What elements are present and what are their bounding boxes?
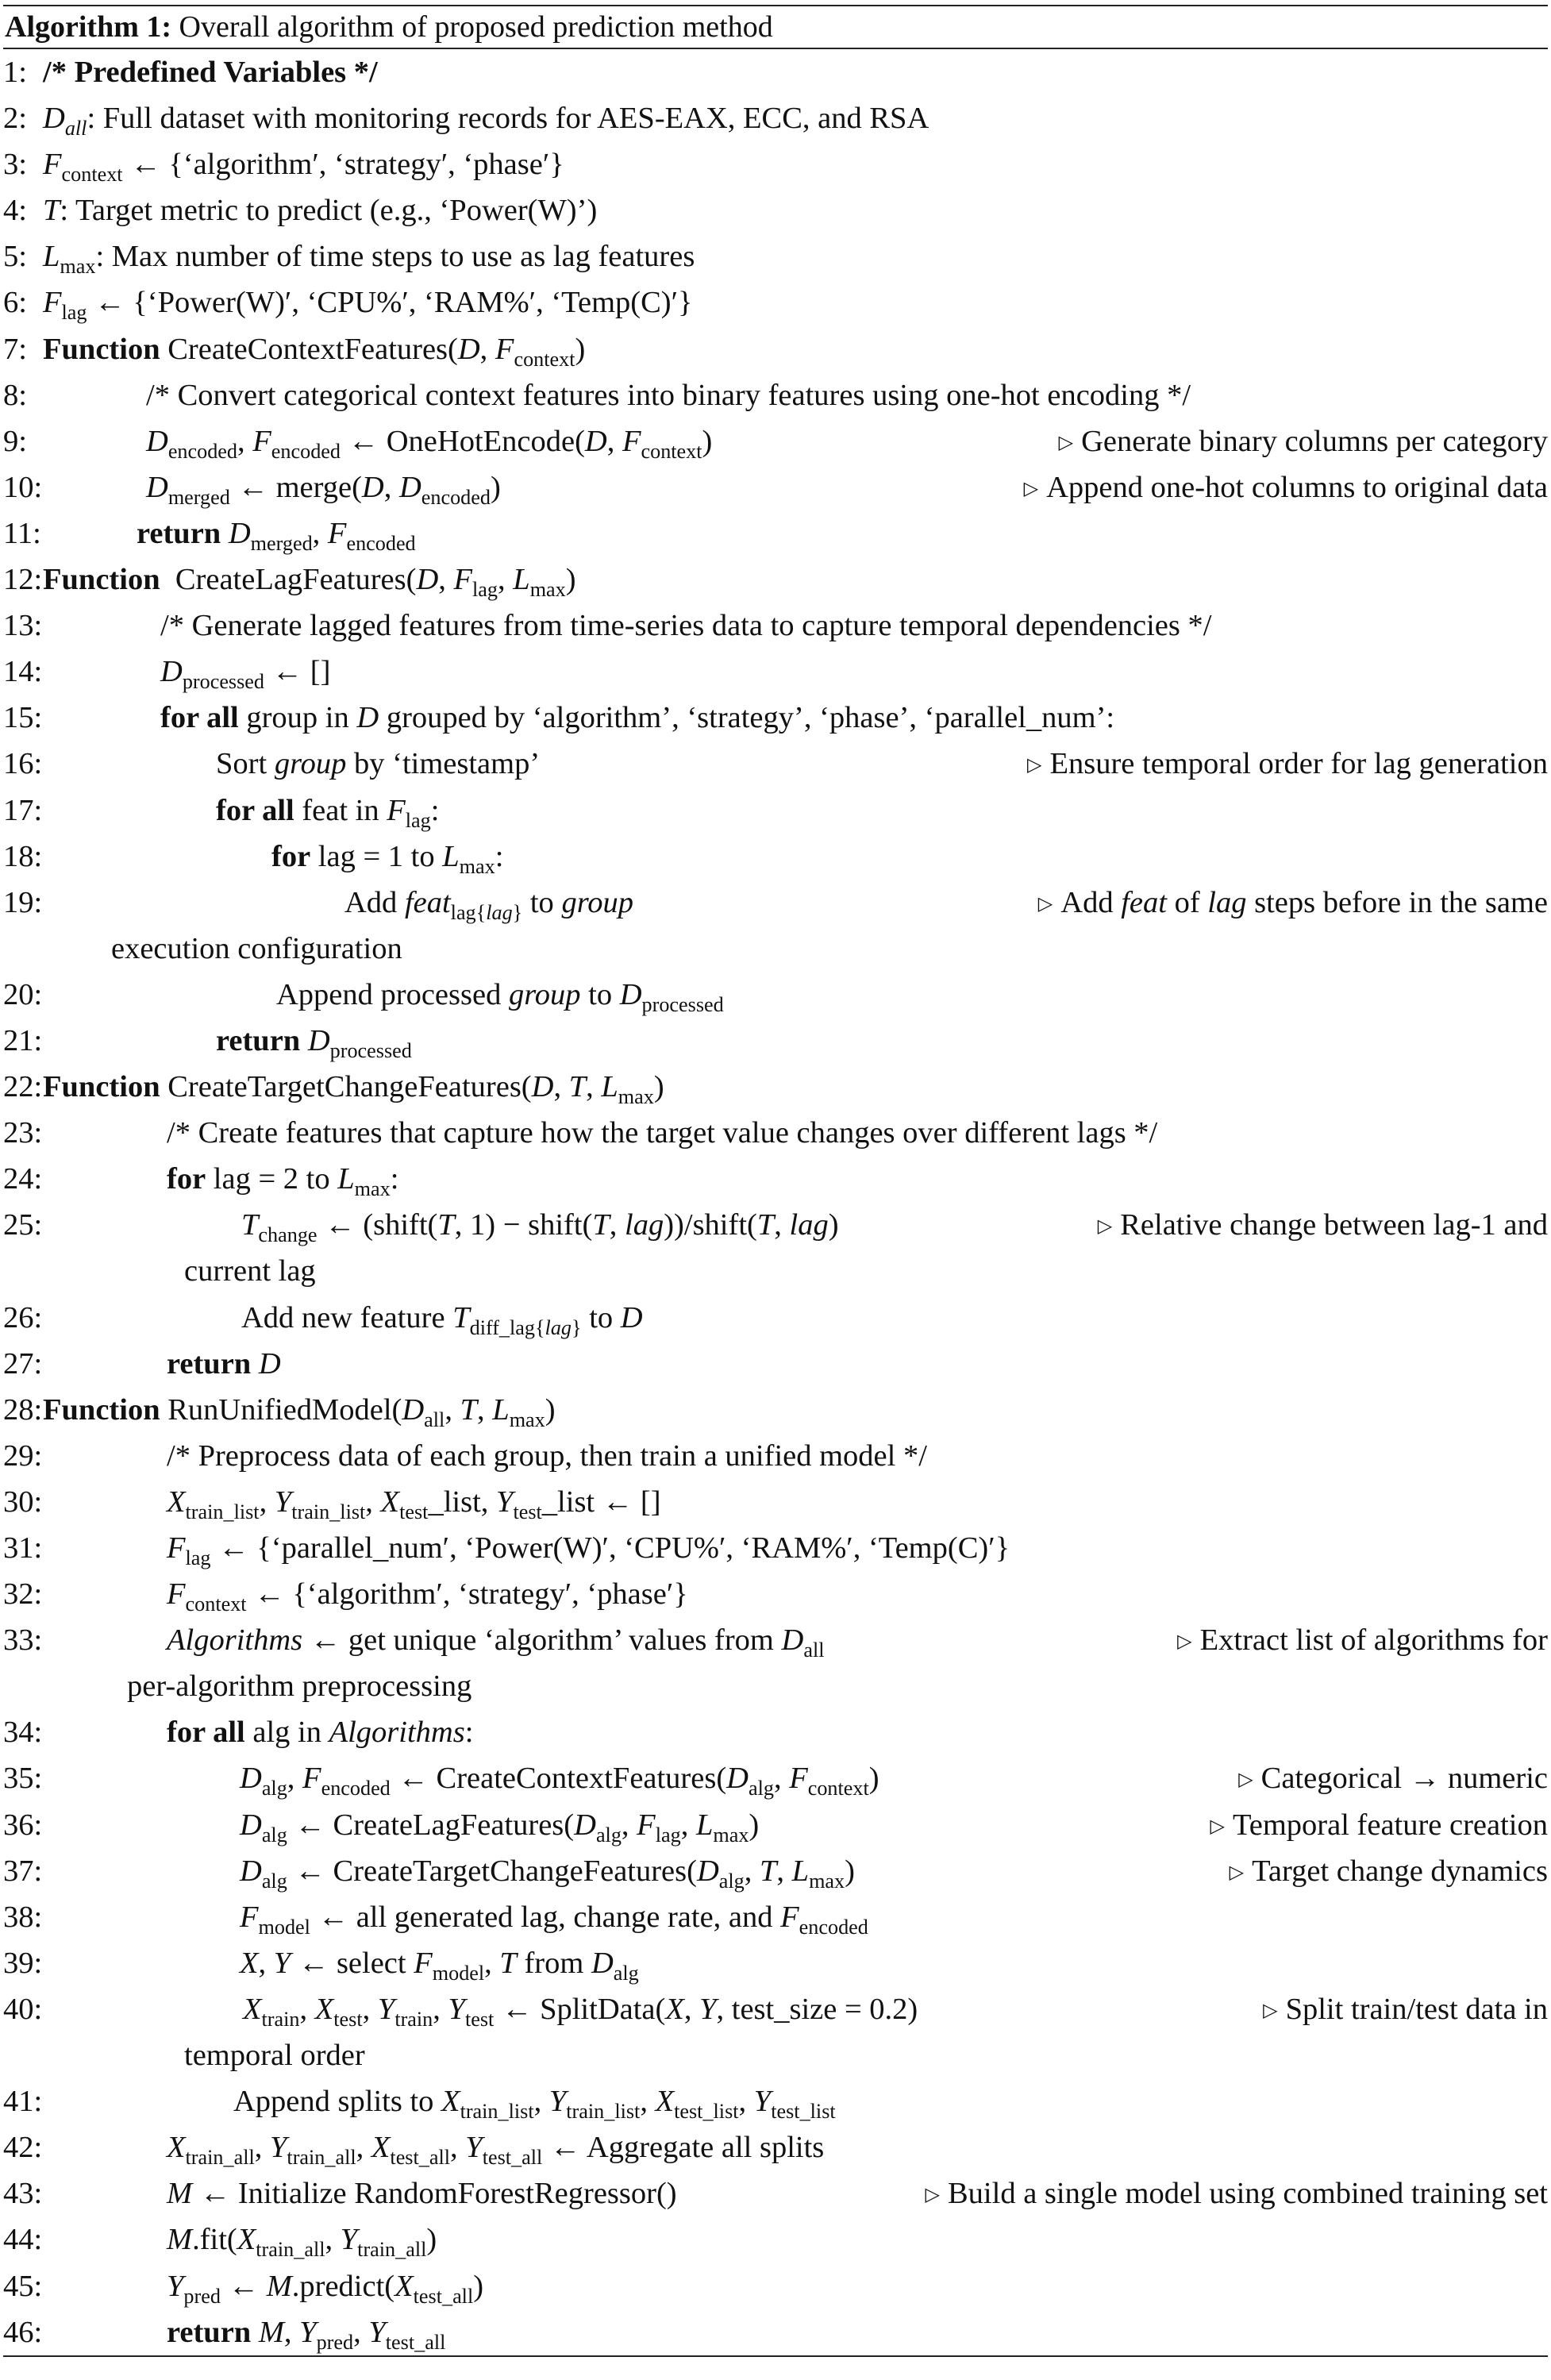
line-statement: Function CreateLagFeatures(D, $F_{lag}$, $L_{max}$) <box>43 563 576 602</box>
comment-triangle-icon: ▷ <box>1097 1216 1113 1238</box>
line-statement: $D_{all}$: Full dataset with monitoring records for AES-EAX, ECC, and RSA <box>43 102 929 141</box>
line-statement: /* Generate lagged features from time-series data to capture temporal dependencies */ <box>160 609 1212 643</box>
line-number: 16: <box>3 747 43 781</box>
line-number: 30: <box>3 1485 43 1519</box>
line-statement: $D_{processed}$ ← [] <box>160 655 331 694</box>
line-number: 11: <box>3 516 41 550</box>
line-number: 39: <box>3 1946 43 1980</box>
algorithm-line <box>3 2263 1548 2309</box>
line-number: 8: <box>3 378 27 412</box>
line-comment: ▷ Relative change between lag-1 and <box>1097 1208 1548 1242</box>
line-statement: $L_{max}$: Max number of time steps to use as lag features <box>43 240 695 279</box>
line-number: 41: <box>3 2085 43 2119</box>
algorithm-line <box>3 603 1548 649</box>
line-statement: X, Y ← select $F_{model}$, T from $D_{alg}$ <box>240 1946 639 1985</box>
algorithm-line <box>3 2309 1548 2355</box>
line-number: 43: <box>3 2177 43 2211</box>
algorithm-line <box>3 880 1548 972</box>
algorithm-line <box>3 1433 1548 1479</box>
line-comment: ▷ Append one-hot columns to original data <box>1023 470 1548 504</box>
line-comment: ▷ Target change dynamics <box>1229 1854 1548 1888</box>
line-number: 12: <box>3 563 43 597</box>
line-statement: /* Convert categorical context features into binary features using one-hot encoding */ <box>146 378 1191 412</box>
line-number: 5: <box>3 240 27 274</box>
algorithm-line <box>3 695 1548 741</box>
algorithm-line <box>3 834 1548 880</box>
line-number: 4: <box>3 194 27 228</box>
line-statement: $D_{alg}$ ← $CreateLagFeatures(D_{alg}$, $F_{lag}$, $L_{max}$) <box>240 1808 760 1847</box>
line-statement: return $D_{processed}$ <box>216 1023 412 1063</box>
line-comment: ▷ Extract list of algorithms for <box>1177 1623 1548 1658</box>
algorithm-line <box>3 556 1548 603</box>
line-statement: $X_{train\_list}$, $Y_{train\_list}$, $X_{test}\_list$, $Y_{test}\_list$ ← [] <box>167 1485 661 1524</box>
line-statement: Function CreateTargetChangeFeatures(D, T, $L_{max}$) <box>43 1070 664 1109</box>
line-comment: ▷ Categorical → numeric <box>1238 1762 1548 1796</box>
line-number: 46: <box>3 2315 43 2349</box>
algorithm-line <box>3 1341 1548 1387</box>
line-comment: ▷ Build a single model using combined training set <box>925 2177 1548 2211</box>
line-statement: M ← Initialize RandomForestRegressor() <box>167 2177 677 2211</box>
line-number: 14: <box>3 655 43 689</box>
comment-triangle-icon: ▷ <box>925 2185 940 2206</box>
line-number: 15: <box>3 701 43 735</box>
algorithm-line <box>3 1848 1548 1894</box>
line-statement: Algorithms ← get unique ‘algorithm’ values from $D_{all}$ <box>167 1623 825 1662</box>
comment-triangle-icon: ▷ <box>1263 2000 1278 2021</box>
line-comment: ▷ Add feat of lag steps before in the same <box>1037 885 1548 919</box>
line-statement: $D_{merged}$ ← merge(D, $D_{encoded}$) <box>146 470 501 509</box>
line-statement: return $D_{merged}$, $F_{encoded}$ <box>137 516 416 556</box>
line-number: 25: <box>3 1208 43 1242</box>
line-statement: $F_{lag}$ ← {‘parallel_num′, ‘Power(W)′, ‘CPU%′, ‘RAM%′, ‘Temp(C)′} <box>167 1531 1010 1570</box>
line-statement: Append splits to $X_{train\_list}$, $Y_{train\_list}$, $X_{test\_list}$, $Y_{test\_list}$ <box>233 2085 836 2124</box>
line-number: 3: <box>3 148 27 182</box>
line-comment: ▷ Ensure temporal order for lag generation <box>1027 747 1548 781</box>
algorithm-block <box>3 5 1548 2357</box>
line-statement: $F_{context}$ ← {‘algorithm′, ‘strategy′, ‘phase′} <box>167 1577 688 1616</box>
line-statement: /* Preprocess data of each group, then train a unified model */ <box>167 1438 927 1473</box>
line-number: 37: <box>3 1854 43 1888</box>
comment-triangle-icon: ▷ <box>1037 893 1053 915</box>
comment-triangle-icon: ▷ <box>1058 432 1074 453</box>
line-number: 22: <box>3 1070 43 1104</box>
algorithm-line <box>3 741 1548 787</box>
comment-triangle-icon: ▷ <box>1027 755 1042 776</box>
algorithm-line <box>3 418 1548 464</box>
line-number: 38: <box>3 1900 43 1934</box>
line-statement: Sort group by ‘timestamp’ <box>216 747 541 781</box>
algorithm-line <box>3 2078 1548 2124</box>
comment-triangle-icon: ▷ <box>1210 1816 1225 1837</box>
algorithm-line <box>3 49 1548 95</box>
line-statement: Append processed group to $D_{processed}$ <box>276 977 724 1017</box>
algorithm-line <box>3 464 1548 510</box>
line-statement: for all group in D grouped by ‘algorithm’, ‘strategy’, ‘phase’, ‘parallel_num’: <box>160 701 1115 735</box>
line-number: 32: <box>3 1577 43 1612</box>
line-statement: $F_{model}$ ← all generated lag, change rate, and $F_{encoded}$ <box>240 1900 868 1939</box>
line-continuation: current lag <box>184 1254 316 1288</box>
line-statement: /* Predefined Variables */ <box>43 56 378 89</box>
comment-triangle-icon: ▷ <box>1177 1631 1192 1653</box>
algorithm-line <box>3 2170 1548 2216</box>
algorithm-line <box>3 233 1548 279</box>
line-statement: for lag = 1 to $L_{max}$: <box>271 839 504 878</box>
line-number: 18: <box>3 839 43 873</box>
line-statement: return D <box>167 1346 281 1381</box>
line-number: 21: <box>3 1023 43 1057</box>
algorithm-line <box>3 1156 1548 1202</box>
line-number: 6: <box>3 286 27 320</box>
line-continuation: execution configuration <box>111 931 402 965</box>
line-statement: $D_{alg}$, $F_{encoded}$ ← $CreateContextFeatures(D_{alg}$, $F_{context}$) <box>240 1762 879 1800</box>
line-statement: return M, $Y_{pred}$, $Y_{test\_all}$ <box>167 2315 446 2354</box>
line-comment: ▷ Temporal feature creation <box>1210 1808 1548 1842</box>
bottom-rule <box>3 2355 1548 2357</box>
caption-title: Overall algorithm of proposed prediction method <box>179 10 773 44</box>
line-statement: T: Target metric to predict (e.g., ‘Power(W)’) <box>43 194 598 228</box>
line-statement: Function CreateContextFeatures(D, $F_{context}$) <box>43 332 586 371</box>
line-number: 31: <box>3 1531 43 1565</box>
line-number: 19: <box>3 885 43 919</box>
line-number: 29: <box>3 1438 43 1473</box>
algorithm-lines <box>3 49 1548 2355</box>
line-number: 10: <box>3 470 43 504</box>
algorithm-line <box>3 649 1548 695</box>
line-number: 24: <box>3 1162 43 1196</box>
algorithm-line <box>3 326 1548 372</box>
line-statement: $M.fit(X_{train\_all}$, $Y_{train\_all}$) <box>167 2223 437 2262</box>
line-number: 35: <box>3 1762 43 1796</box>
line-number: 34: <box>3 1716 43 1750</box>
algorithm-line <box>3 1986 1548 2078</box>
comment-triangle-icon: ▷ <box>1229 1862 1245 1883</box>
algorithm-line <box>3 187 1548 233</box>
line-statement: $D_{encoded}$, $F_{encoded}$ ← OneHotEncode(D, $F_{context}$) <box>146 424 713 463</box>
algorithm-line <box>3 1571 1548 1617</box>
algorithm-line <box>3 1479 1548 1525</box>
line-statement: /* Create features that capture how the target value changes over different lags */ <box>167 1116 1158 1150</box>
algorithm-line <box>3 972 1548 1018</box>
algorithm-line <box>3 1018 1548 1064</box>
line-number: 36: <box>3 1808 43 1842</box>
line-statement: $Y_{pred}$ ← $M.predict(X_{test\_all})$ <box>167 2269 484 2308</box>
line-number: 1: <box>3 56 27 89</box>
line-number: 23: <box>3 1116 43 1150</box>
line-number: 7: <box>3 332 27 366</box>
line-number: 28: <box>3 1392 43 1427</box>
line-number: 26: <box>3 1300 43 1334</box>
line-number: 42: <box>3 2131 43 2165</box>
algorithm-line <box>3 1709 1548 1755</box>
line-continuation: per-algorithm preprocessing <box>127 1669 472 1704</box>
algorithm-line <box>3 372 1548 418</box>
caption-label: Algorithm 1: <box>5 10 172 44</box>
line-number: 13: <box>3 609 43 643</box>
line-continuation: temporal order <box>184 2039 365 2073</box>
algorithm-caption <box>3 6 1548 48</box>
line-statement: for all alg in Algorithms: <box>167 1716 474 1750</box>
line-statement: for all feat in $F_{lag}$: <box>216 793 440 832</box>
line-statement: Add feat$_{lag\{lag\}}$ to group <box>344 885 633 924</box>
algorithm-line <box>3 95 1548 141</box>
algorithm-line <box>3 1940 1548 1986</box>
line-statement: Add new feature $T_{diff\_lag\{lag\}}$ to D <box>241 1300 643 1339</box>
algorithm-line <box>3 510 1548 556</box>
line-number: 20: <box>3 977 43 1011</box>
algorithm-line <box>3 1110 1548 1156</box>
line-number: 45: <box>3 2269 43 2303</box>
algorithm-line <box>3 1387 1548 1433</box>
line-number: 2: <box>3 102 27 136</box>
line-statement: $X_{train\_all}$, $Y_{train\_all}$, $X_{test\_all}$, $Y_{test\_all}$ ← Aggregate all splits <box>167 2131 825 2170</box>
algorithm-line <box>3 1755 1548 1801</box>
algorithm-line <box>3 2124 1548 2170</box>
line-statement: $D_{alg}$ ← $CreateTargetChangeFeatures(D_{alg}$, T, $L_{max}$) <box>240 1854 855 1893</box>
comment-triangle-icon: ▷ <box>1023 478 1039 499</box>
comment-triangle-icon: ▷ <box>1238 1770 1253 1791</box>
algorithm-line <box>3 1802 1548 1848</box>
line-number: 40: <box>3 1992 43 2026</box>
line-statement: $F_{lag}$ ← {‘Power(W)′, ‘CPU%′, ‘RAM%′, ‘Temp(C)′} <box>43 286 693 325</box>
line-number: 44: <box>3 2223 43 2257</box>
algorithm-line <box>3 1894 1548 1940</box>
line-statement: Function $RunUnifiedModel(D_{all}$, T, $L_{max}$) <box>43 1392 556 1431</box>
algorithm-line <box>3 1295 1548 1341</box>
algorithm-line <box>3 279 1548 325</box>
line-statement: for lag = 2 to $L_{max}$: <box>167 1162 399 1201</box>
algorithm-line <box>3 1525 1548 1571</box>
algorithm-line <box>3 141 1548 187</box>
line-statement: $X_{train}$, $X_{test}$, $Y_{train}$, $Y_{test}$ ← SplitData(X, Y, test_size = 0.2) <box>243 1992 918 2031</box>
line-number: 17: <box>3 793 43 827</box>
line-comment: ▷ Generate binary columns per category <box>1058 424 1548 458</box>
line-comment: ▷ Split train/test data in <box>1263 1992 1548 2026</box>
line-statement: $F_{context}$ ← {‘algorithm′, ‘strategy′, ‘phase′} <box>43 148 564 187</box>
line-statement: $T_{change}$ ← (shift(T, 1) − shift(T, lag))/shift(T, lag) <box>241 1208 839 1247</box>
algorithm-line <box>3 1064 1548 1110</box>
line-number: 33: <box>3 1623 43 1658</box>
algorithm-line <box>3 2216 1548 2263</box>
line-number: 9: <box>3 424 27 458</box>
algorithm-line <box>3 788 1548 834</box>
algorithm-line <box>3 1202 1548 1294</box>
line-number: 27: <box>3 1346 43 1381</box>
algorithm-line <box>3 1617 1548 1709</box>
